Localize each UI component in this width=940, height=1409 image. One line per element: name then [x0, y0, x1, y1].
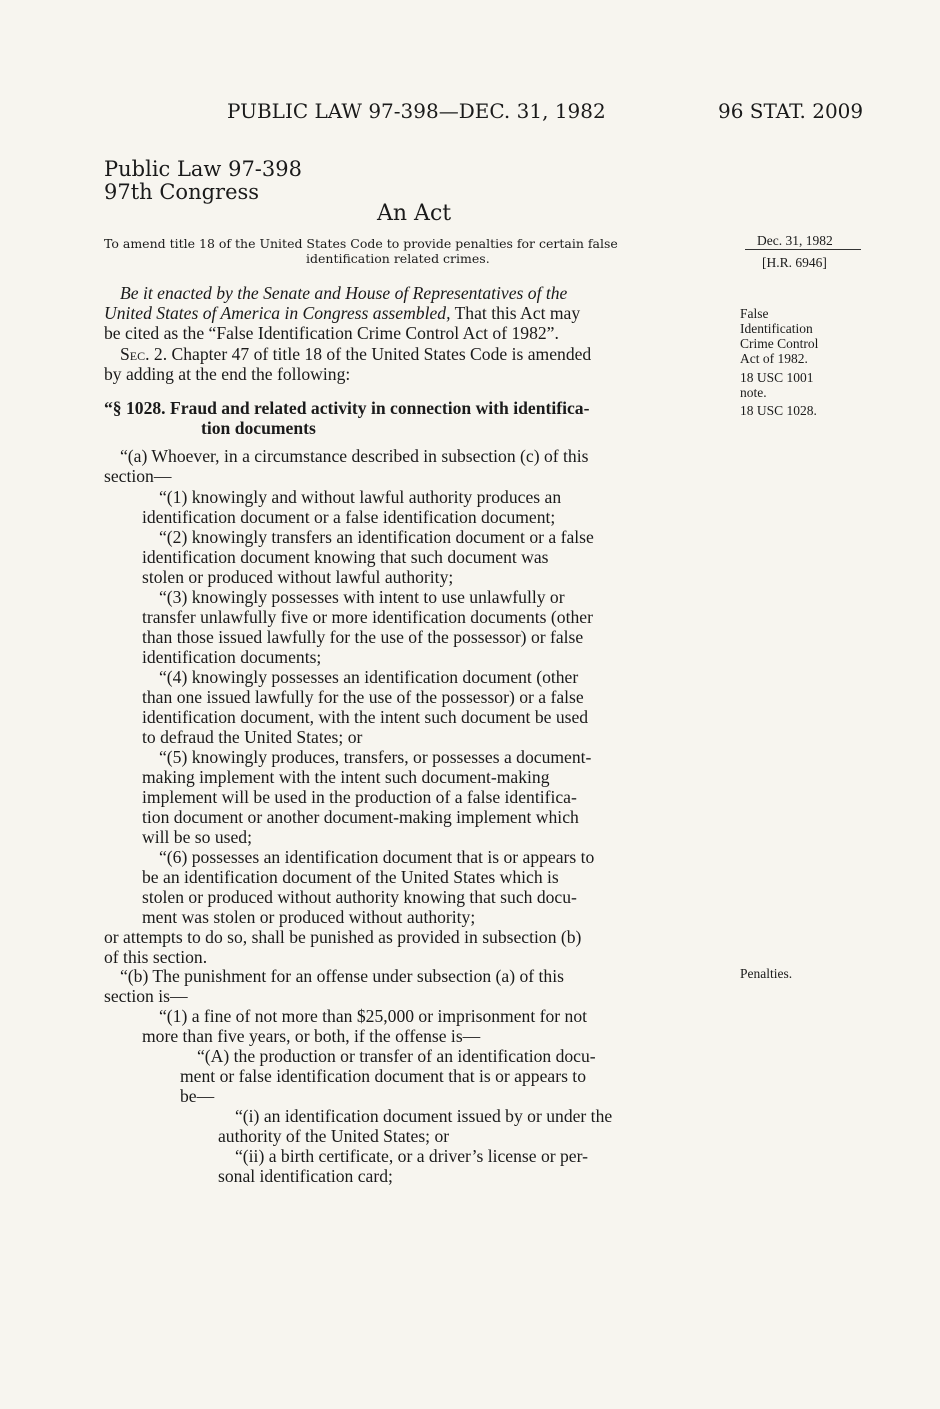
text-line: “(2) knowingly transfers an identification document or a false: [159, 527, 594, 547]
purpose-line-2: identification related crimes.: [306, 251, 490, 266]
congress-number: 97th Congress: [104, 180, 260, 204]
text-line: to defraud the United States; or: [142, 727, 363, 747]
text-line: stolen or produced without lawful authority;: [142, 567, 454, 587]
text-line: identification document, with the intent such document be used: [142, 707, 589, 727]
text-line: “(5) knowingly produces, transfers, or possesses a document-: [159, 747, 592, 767]
margin-short-title-4: Act of 1982.: [740, 351, 808, 366]
margin-usc-1: 18 USC 1001: [740, 370, 814, 385]
text-line: “(6) possesses an identification document that is or appears to: [159, 847, 595, 867]
enacting-line-3: be cited as the “False Identification Crime Control Act of 1982”.: [104, 323, 559, 343]
purpose-line-1: To amend title 18 of the United States Code to provide penalties for certain false: [104, 236, 618, 251]
text-line: implement will be used in the production of a false identifica-: [142, 787, 577, 807]
margin-usc-2: 18 USC 1028.: [740, 403, 817, 418]
act-heading: An Act: [377, 201, 452, 226]
margin-short-title-2: Identification: [740, 321, 813, 336]
text-line: identification document knowing that such document was: [142, 547, 549, 567]
text-line: more than five years, or both, if the offense is—: [142, 1026, 481, 1046]
text-line: “(3) knowingly possesses with intent to use unlawfully or: [159, 587, 565, 607]
text-line: ment or false identification document that is or appears to: [180, 1066, 586, 1086]
margin-usc-1-note: note.: [740, 385, 767, 400]
sec2-text: . 2. Chapter 47 of title 18 of the United States Code is amended: [145, 344, 592, 364]
section-heading-2: tion documents: [201, 418, 316, 438]
text-line: stolen or produced without authority knowing that such docu-: [142, 887, 577, 907]
text-line: “(A) the production or transfer of an identification docu-: [197, 1046, 596, 1066]
enacting-line-2-normal: That this Act may: [450, 303, 581, 323]
margin-penalties: Penalties.: [740, 966, 793, 981]
text-line: ment was stolen or produced without authority;: [142, 907, 476, 927]
sec2-label: Sec: [120, 344, 146, 364]
running-header-right: 96 STAT. 2009: [718, 99, 864, 123]
text-line: will be so used;: [142, 827, 252, 847]
text-line: section is—: [104, 986, 188, 1006]
text-line: than one issued lawfully for the use of the possessor) or a false: [142, 687, 584, 707]
enacting-line-5: by adding at the end the following:: [104, 364, 351, 384]
text-line: be—: [180, 1086, 215, 1106]
text-line: section—: [104, 466, 172, 486]
text-line: tion document or another document-making implement which: [142, 807, 579, 827]
margin-bill-number: [H.R. 6946]: [762, 255, 827, 270]
text-line: or attempts to do so, shall be punished as provided in subsection (b): [104, 927, 582, 947]
law-number: Public Law 97-398: [104, 157, 302, 181]
text-line: than those issued lawfully for the use of the possessor) or false: [142, 627, 584, 647]
text-line: authority of the United States; or: [218, 1126, 450, 1146]
margin-short-title-3: Crime Control: [740, 336, 819, 351]
margin-short-title-1: False: [740, 306, 769, 321]
enacting-line-1: Be it enacted by the Senate and House of Representatives of the: [120, 283, 568, 303]
text-line: sonal identification card;: [218, 1166, 393, 1186]
text-line: of this section.: [104, 947, 208, 967]
text-line: “(i) an identification document issued by or under the: [235, 1106, 613, 1126]
text-line: “(4) knowingly possesses an identification document (other: [159, 667, 579, 687]
sec2-line: [120, 344, 591, 364]
text-line: identification documents;: [142, 647, 322, 667]
enacting-line-2: [104, 303, 580, 323]
text-line: “(1) knowingly and without lawful authority produces an: [159, 487, 562, 507]
margin-rule: [745, 249, 861, 250]
text-line: “(1) a fine of not more than $25,000 or imprisonment for not: [159, 1006, 588, 1026]
text-line: be an identification document of the United States which is: [142, 867, 559, 887]
running-header-left: PUBLIC LAW 97-398—DEC. 31, 1982: [227, 99, 606, 123]
text-line: “(b) The punishment for an offense under subsection (a) of this: [120, 966, 564, 986]
enacting-line-2-italic: United States of America in Congress assembled,: [104, 303, 451, 323]
text-line: transfer unlawfully five or more identification documents (other: [142, 607, 593, 627]
section-heading-1: “§ 1028. Fraud and related activity in connection with identifica-: [104, 398, 590, 418]
text-line: making implement with the intent such document-making: [142, 767, 550, 787]
text-line: “(ii) a birth certificate, or a driver’s license or per-: [235, 1146, 588, 1166]
text-line: identification document or a false identification document;: [142, 507, 556, 527]
text-line: “(a) Whoever, in a circumstance described in subsection (c) of this: [120, 446, 589, 466]
margin-date: Dec. 31, 1982: [757, 233, 833, 248]
